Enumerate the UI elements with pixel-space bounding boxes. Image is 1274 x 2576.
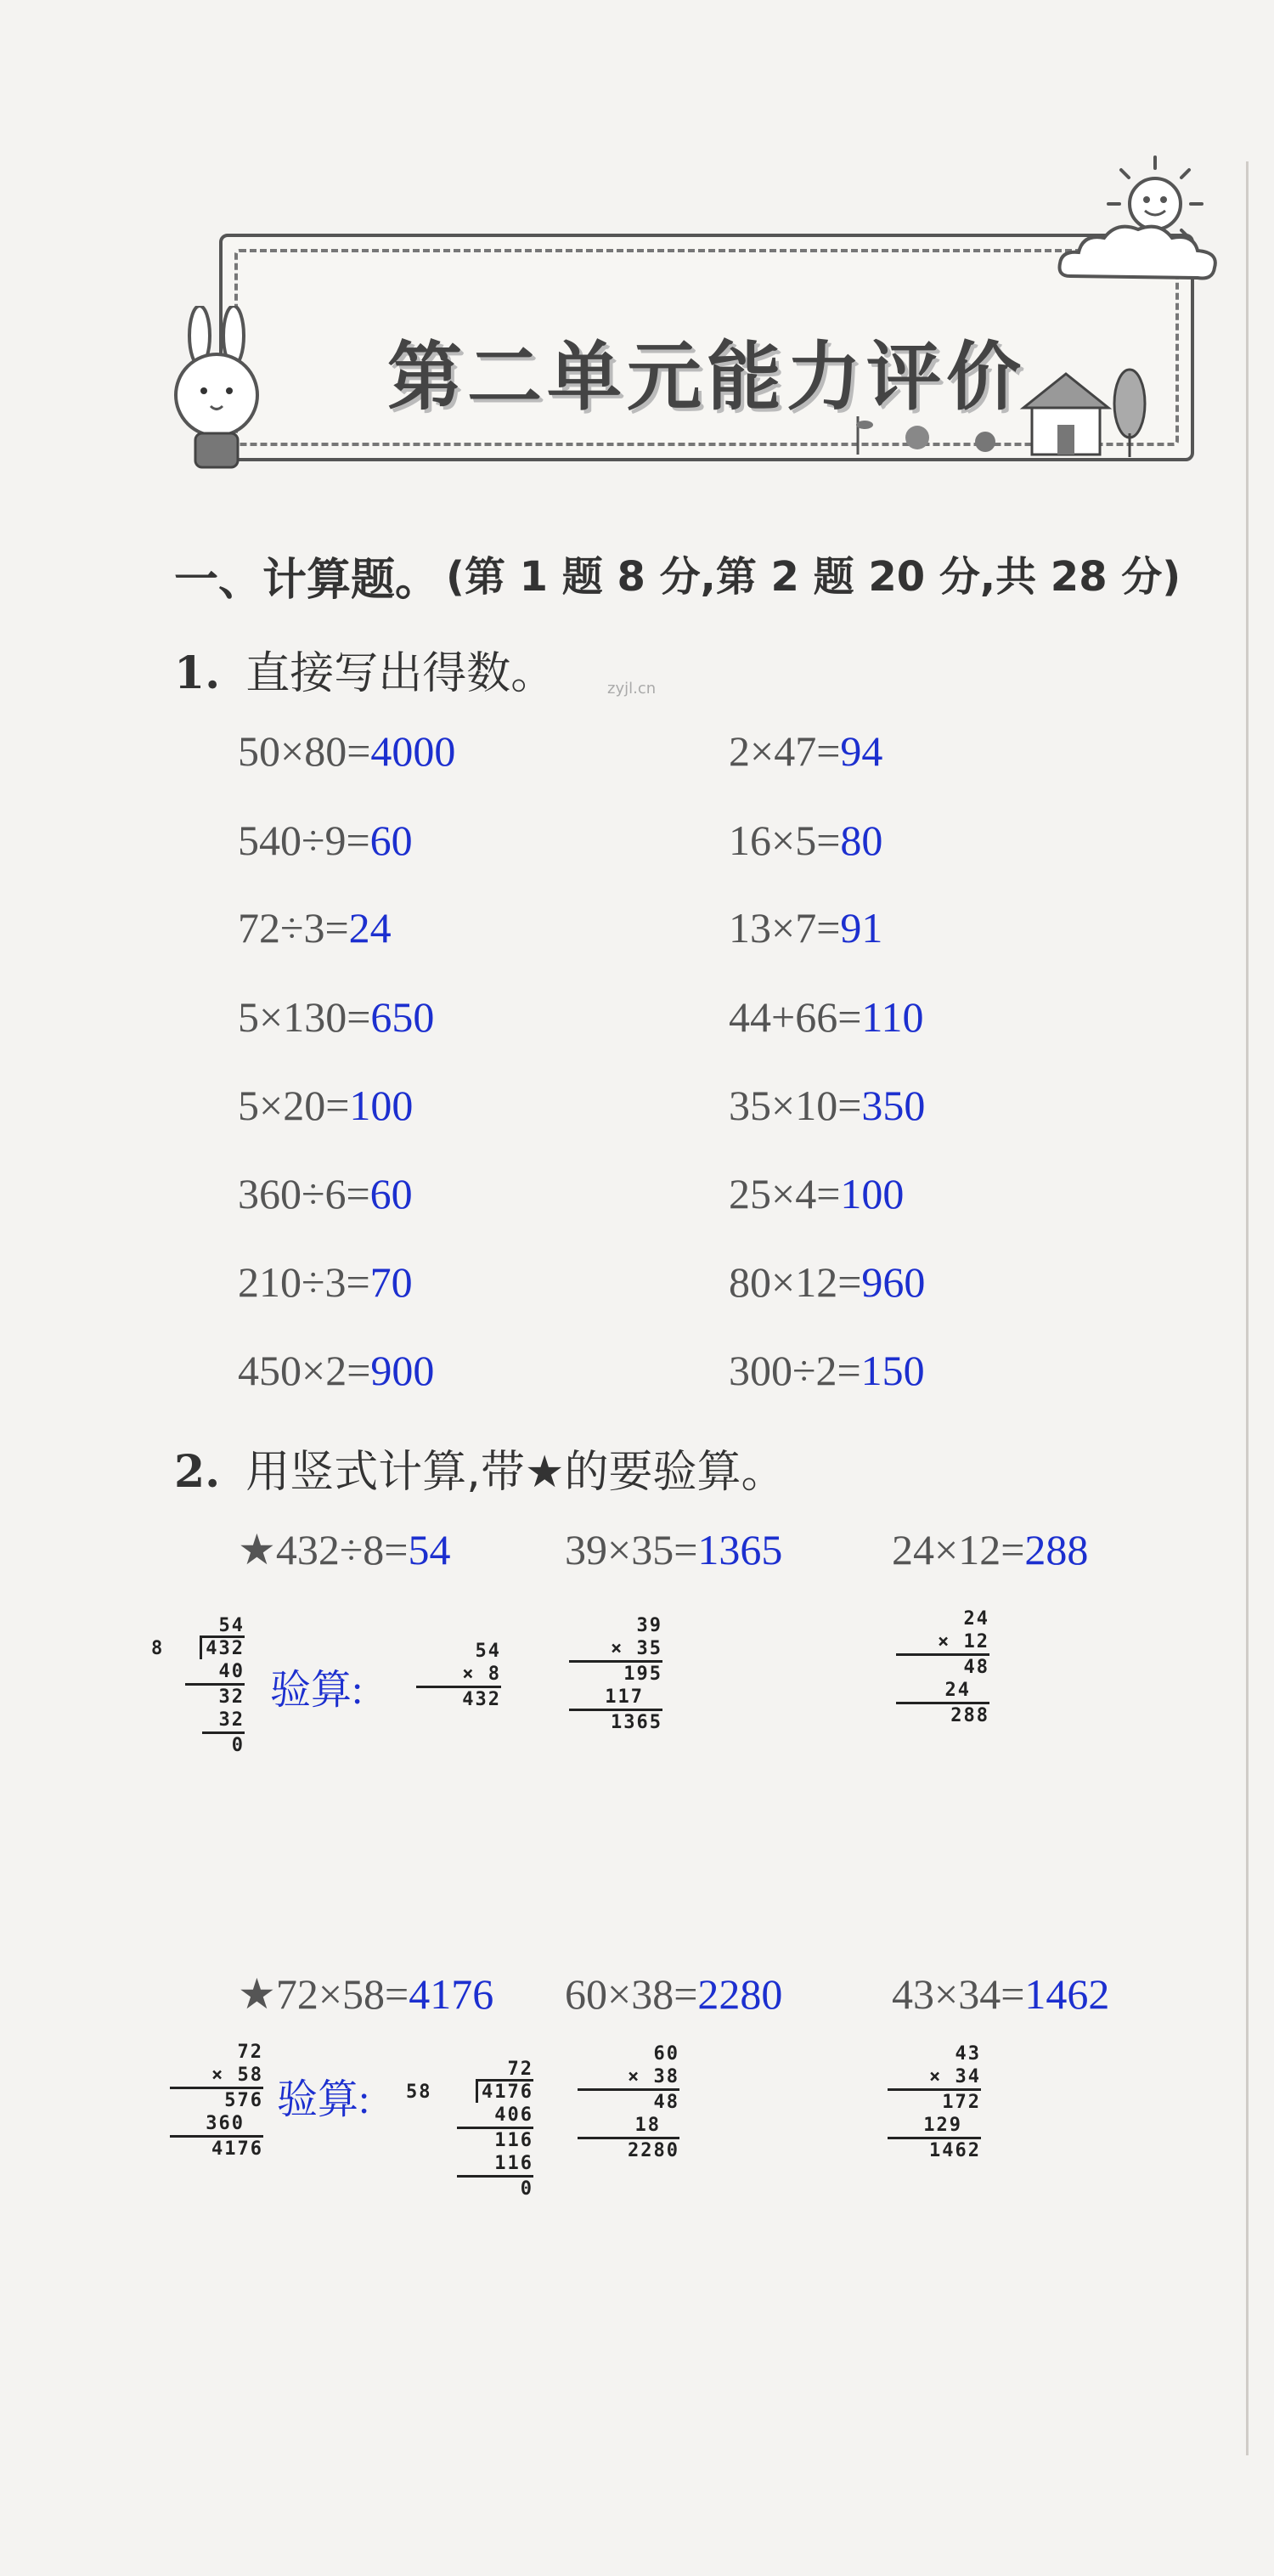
q1-item: 80×12=960: [729, 1258, 926, 1306]
q1-item: 210÷3=70: [238, 1258, 413, 1306]
watermark: zyjl.cn: [607, 680, 657, 698]
multiplication-work: 72 × 58 576 360 4176: [170, 2041, 263, 2161]
q1-item: 72÷3=24: [238, 904, 392, 952]
q1-item: 2×47=94: [729, 727, 883, 775]
q1-item: 35×10=350: [729, 1082, 926, 1129]
q1-item: 25×4=100: [729, 1170, 905, 1217]
q1-item: 360÷6=60: [238, 1170, 413, 1217]
q1-item: 540÷9=60: [238, 816, 413, 864]
bunny-mascot-icon: [161, 306, 272, 476]
multiplication-work: 24 × 12 48 24 288: [896, 1607, 989, 1727]
q1-item: 16×5=80: [729, 816, 883, 864]
section-title: 一、计算题。: [174, 555, 440, 606]
question-1-number: 1.: [174, 647, 221, 699]
section-score-note: (第 1 题 8 分,第 2 题 20 分,共 28 分): [446, 553, 1181, 601]
q2-item: ★72×58=4176: [238, 1970, 494, 2018]
q1-item: 13×7=91: [729, 904, 883, 952]
check-multiplication-work: 54 × 8 432: [416, 1640, 501, 1711]
page-edge-line: [1246, 161, 1249, 2455]
check-label: 验算:: [270, 1668, 364, 1713]
q2-item: 60×38=2280: [565, 1970, 783, 2018]
question-1-text: 直接写出得数。: [245, 648, 555, 699]
page-title: 第二单元能力评价: [386, 333, 1026, 421]
question-2-text: 用竖式计算,带★的要验算。: [245, 1447, 786, 1498]
q1-item: 5×20=100: [238, 1082, 414, 1129]
q2-item: ★432÷8=54: [238, 1526, 451, 1573]
house-icon: [1015, 365, 1151, 459]
multiplication-work: 39 × 35 195 117 1365: [569, 1614, 662, 1734]
multiplication-work: 43 × 34 172 129 1462: [888, 2042, 981, 2162]
question-2-label: [174, 1436, 785, 1500]
q1-item: 300÷2=150: [729, 1347, 925, 1394]
question-1-label: [174, 637, 555, 701]
q1-item: 50×80=4000: [238, 727, 456, 775]
check-label: 验算:: [277, 2077, 370, 2122]
q2-item: 24×12=288: [892, 1526, 1089, 1573]
question-2-number: 2.: [174, 1446, 221, 1498]
plants-decoration-icon: [841, 399, 1011, 459]
long-division-work: 54 8 432 40 32 32 0: [151, 1615, 245, 1756]
multiplication-work: 60 × 38 48 18 2280: [578, 2042, 679, 2162]
q2-item: 39×35=1365: [565, 1526, 783, 1573]
q1-item: 450×2=900: [238, 1347, 435, 1394]
q1-item: 44+66=110: [729, 993, 924, 1041]
cloud-icon: [1053, 217, 1223, 293]
long-division-check-work: 72 58 4176 406 116 116 0: [406, 2059, 533, 2200]
q1-item: 5×130=650: [238, 993, 435, 1041]
q2-item: 43×34=1462: [892, 1970, 1110, 2018]
